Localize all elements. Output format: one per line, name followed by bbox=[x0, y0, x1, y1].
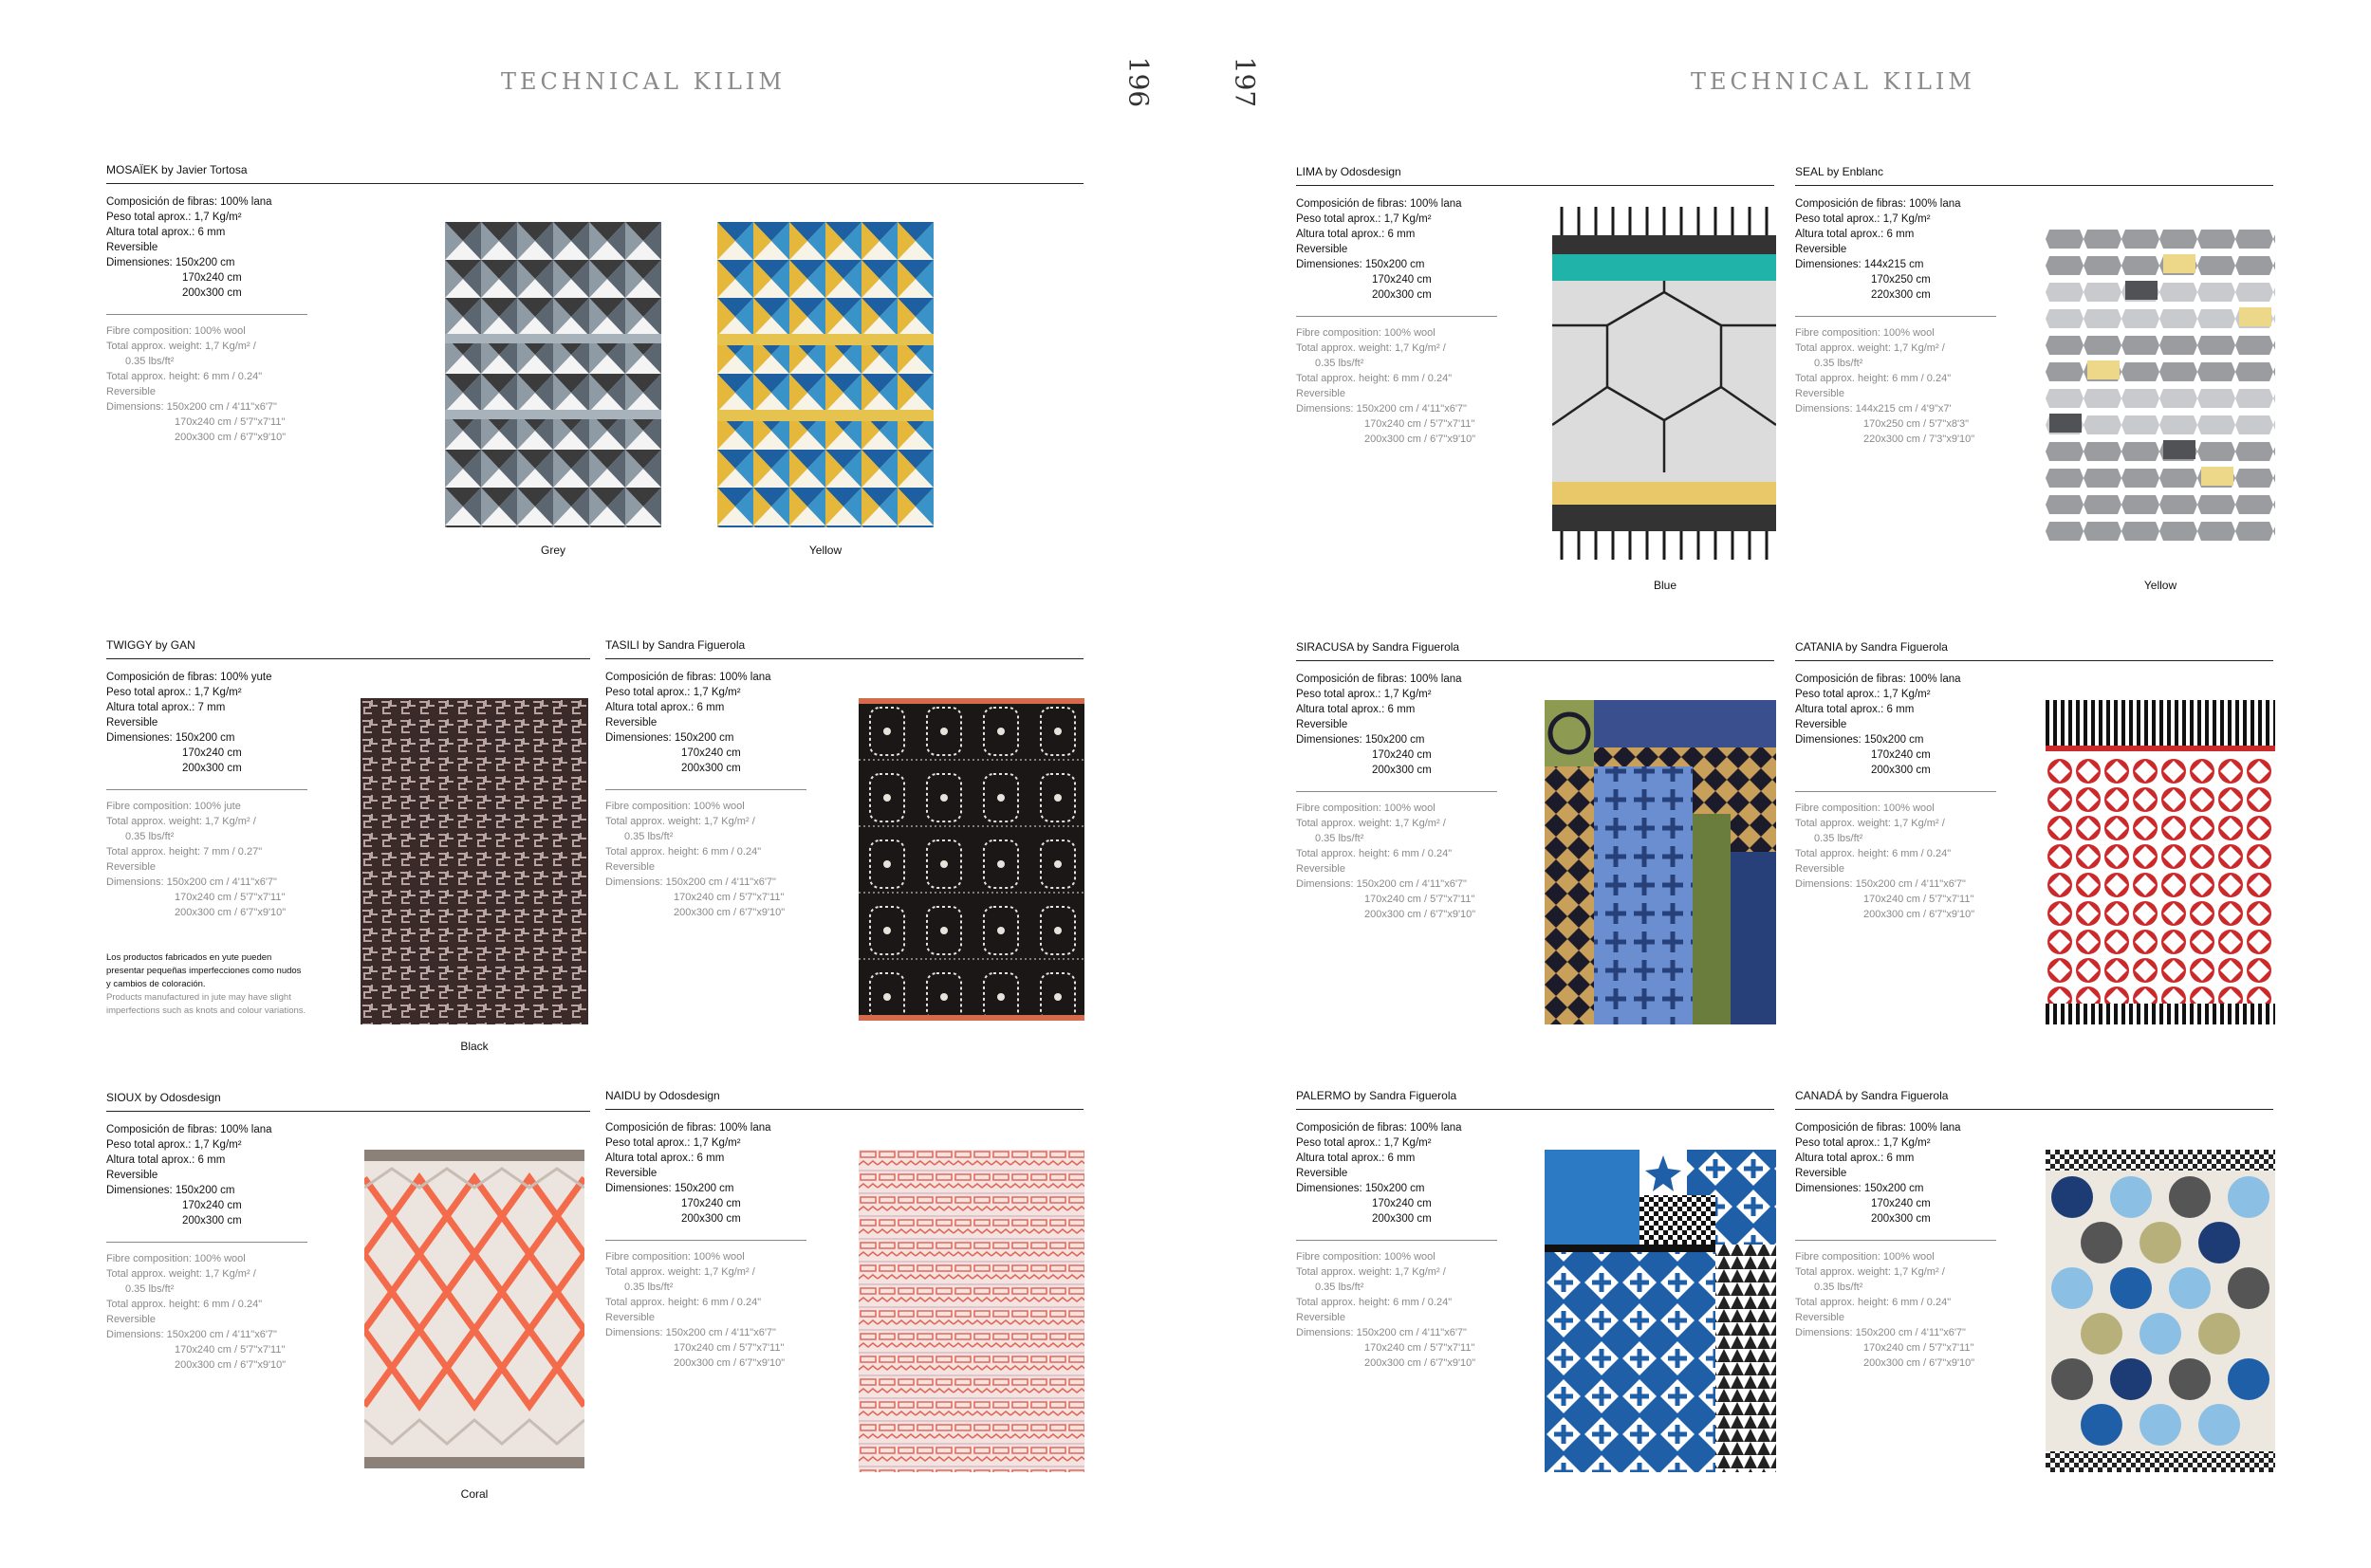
spec-fibre-en: Fibre composition: 100% wool bbox=[1296, 802, 1436, 814]
spec-fibre-es: Composición de fibras: 100% lana bbox=[1296, 673, 1462, 685]
spec-reversible-es: Reversible bbox=[1795, 1168, 1847, 1179]
product-title: TASILI by Sandra Figuerola bbox=[605, 638, 1084, 659]
spec-dimensions-es: 170x240 cm bbox=[1372, 1198, 1432, 1209]
spec-height-en: Total approx. height: 7 mm / 0.27" bbox=[106, 846, 263, 858]
spec-fibre-es: Composición de fibras: 100% lana bbox=[106, 196, 272, 208]
spec-weight-en: 0.35 lbs/ft² bbox=[1814, 358, 1863, 369]
spec-spanish bbox=[1795, 196, 2013, 303]
spec-height-en: Total approx. height: 6 mm / 0.24" bbox=[605, 1297, 762, 1308]
page-number-right: 197 bbox=[1229, 56, 1261, 108]
rug-seal-yellow bbox=[2046, 226, 2275, 544]
spec-dimensions-en: 170x250 cm / 5'7"x8'3" bbox=[1863, 418, 1970, 430]
spec-fibre-en: Fibre composition: 100% wool bbox=[1795, 1251, 1935, 1263]
rug-siracusa bbox=[1545, 700, 1776, 1024]
page-header-right: TECHNICAL KILIM bbox=[1691, 68, 1975, 95]
spec-height-en: Total approx. height: 6 mm / 0.24" bbox=[1296, 848, 1453, 859]
spec-height-es: Altura total aprox.: 6 mm bbox=[605, 1153, 725, 1164]
spec-dimensions-en: 200x300 cm / 6'7"x9'10" bbox=[175, 432, 287, 443]
spec-weight-en: Total approx. weight: 1,7 Kg/m² / bbox=[1296, 1266, 1446, 1278]
spec-weight-en: Total approx. weight: 1,7 Kg/m² / bbox=[605, 1266, 755, 1278]
product-title: CANADÁ by Sandra Figuerola bbox=[1795, 1089, 2273, 1110]
product-title: TWIGGY by GAN bbox=[106, 638, 590, 659]
spec-weight-en: 0.35 lbs/ft² bbox=[1814, 1282, 1863, 1293]
spec-english bbox=[106, 314, 307, 445]
spec-weight-es: Peso total aprox.: 1,7 Kg/m² bbox=[1795, 689, 1931, 700]
caption-mosaiek-yellow: Yellow bbox=[808, 544, 843, 557]
spec-height-en: Total approx. height: 6 mm / 0.24" bbox=[1795, 1297, 1952, 1308]
spec-weight-es: Peso total aprox.: 1,7 Kg/m² bbox=[1795, 1137, 1931, 1149]
spec-height-es: Altura total aprox.: 6 mm bbox=[1296, 704, 1416, 715]
spec-weight-en: 0.35 lbs/ft² bbox=[125, 356, 175, 367]
spec-dimensions-en: 200x300 cm / 6'7"x9'10" bbox=[674, 1357, 786, 1369]
spec-weight-en: 0.35 lbs/ft² bbox=[624, 1282, 674, 1293]
spec-dimensions-en: 170x240 cm / 5'7"x7'11" bbox=[175, 892, 286, 903]
spec-spanish bbox=[106, 1122, 324, 1228]
spec-reversible-en: Reversible bbox=[1795, 863, 1844, 875]
spec-dimensions-en: 220x300 cm / 7'3"x9'10" bbox=[1863, 434, 1975, 445]
spec-dimensions-en: 200x300 cm / 6'7"x9'10" bbox=[175, 907, 287, 918]
spec-dimensions-en: 170x240 cm / 5'7"x7'11" bbox=[674, 892, 785, 903]
spec-english bbox=[605, 1240, 806, 1371]
spec-height-en: Total approx. height: 6 mm / 0.24" bbox=[1296, 373, 1453, 384]
spec-dimensions-es: 170x240 cm bbox=[1372, 749, 1432, 761]
spec-dimensions-es: Dimensiones: 150x200 cm bbox=[605, 1183, 734, 1194]
spec-dimensions-es: Dimensiones: 150x200 cm bbox=[1296, 1183, 1425, 1194]
spec-weight-en: Total approx. weight: 1,7 Kg/m² / bbox=[1795, 1266, 1945, 1278]
rug-palermo bbox=[1545, 1150, 1776, 1472]
spec-dimensions-es: 170x240 cm bbox=[681, 1198, 741, 1209]
caption-sioux-coral: Coral bbox=[460, 1487, 489, 1501]
spec-reversible-en: Reversible bbox=[1296, 1312, 1345, 1323]
spec-height-es: Altura total aprox.: 6 mm bbox=[1296, 1153, 1416, 1164]
page-number-left: 196 bbox=[1122, 56, 1155, 108]
spec-reversible-en: Reversible bbox=[1795, 388, 1844, 399]
spec-english bbox=[106, 789, 307, 920]
spec-dimensions-en: 170x240 cm / 5'7"x7'11" bbox=[1863, 1342, 1974, 1354]
spec-dimensions-es: 170x240 cm bbox=[182, 272, 242, 284]
spec-dimensions-en: 170x240 cm / 5'7"x7'11" bbox=[1364, 418, 1475, 430]
spec-dimensions-en: Dimensions: 150x200 cm / 4'11"x6'7" bbox=[106, 401, 277, 413]
spec-spanish bbox=[605, 670, 824, 776]
spec-dimensions-es: 200x300 cm bbox=[182, 1215, 242, 1227]
spec-weight-en: Total approx. weight: 1,7 Kg/m² / bbox=[1795, 342, 1945, 354]
spec-dimensions-en: Dimensions: 150x200 cm / 4'11"x6'7" bbox=[605, 876, 776, 888]
spec-height-en: Total approx. height: 6 mm / 0.24" bbox=[1296, 1297, 1453, 1308]
spec-dimensions-en: 200x300 cm / 6'7"x9'10" bbox=[674, 907, 786, 918]
spec-dimensions-en: Dimensions: 150x200 cm / 4'11"x6'7" bbox=[1296, 403, 1467, 415]
product-title: LIMA by Odosdesign bbox=[1296, 165, 1774, 186]
spec-fibre-en: Fibre composition: 100% wool bbox=[1795, 327, 1935, 339]
spec-dimensions-es: Dimensiones: 150x200 cm bbox=[1296, 259, 1425, 270]
product-title: NAIDU by Odosdesign bbox=[605, 1089, 1084, 1110]
spec-fibre-es: Composición de fibras: 100% lana bbox=[1795, 673, 1961, 685]
spec-fibre-es: Composición de fibras: 100% lana bbox=[605, 672, 771, 683]
spec-spanish bbox=[1296, 1120, 1514, 1227]
spec-dimensions-en: 170x240 cm / 5'7"x7'11" bbox=[1364, 894, 1475, 905]
spec-fibre-en: Fibre composition: 100% wool bbox=[605, 1251, 745, 1263]
rug-tasili bbox=[859, 698, 1084, 1021]
spec-weight-es: Peso total aprox.: 1,7 Kg/m² bbox=[1296, 1137, 1432, 1149]
spec-weight-en: Total approx. weight: 1,7 Kg/m² / bbox=[106, 341, 256, 352]
spec-weight-es: Peso total aprox.: 1,7 Kg/m² bbox=[1296, 213, 1432, 225]
spec-reversible-en: Reversible bbox=[1296, 388, 1345, 399]
spec-dimensions-en: Dimensions: 150x200 cm / 4'11"x6'7" bbox=[1296, 1327, 1467, 1338]
product-title: CATANIA by Sandra Figuerola bbox=[1795, 640, 2273, 661]
spec-weight-es: Peso total aprox.: 1,7 Kg/m² bbox=[1296, 689, 1432, 700]
spec-weight-en: 0.35 lbs/ft² bbox=[125, 831, 175, 842]
spec-reversible-es: Reversible bbox=[1795, 719, 1847, 730]
spec-dimensions-es: 200x300 cm bbox=[1372, 765, 1432, 776]
spec-dimensions-en: Dimensions: 144x215 cm / 4'9"x7' bbox=[1795, 403, 1952, 415]
rug-mosaiek-yellow bbox=[717, 222, 934, 527]
spec-dimensions-en: 200x300 cm / 6'7"x9'10" bbox=[1364, 434, 1476, 445]
caption-mosaiek-grey: Grey bbox=[540, 544, 565, 557]
spec-reversible-en: Reversible bbox=[1296, 863, 1345, 875]
spec-dimensions-es: 200x300 cm bbox=[1372, 1213, 1432, 1225]
spec-english bbox=[1296, 791, 1497, 922]
rug-naidu bbox=[859, 1150, 1084, 1472]
spec-reversible-en: Reversible bbox=[605, 861, 655, 873]
spec-weight-en: Total approx. weight: 1,7 Kg/m² / bbox=[1795, 818, 1945, 829]
spec-dimensions-en: 170x240 cm / 5'7"x7'11" bbox=[1863, 894, 1974, 905]
product-title: PALERMO by Sandra Figuerola bbox=[1296, 1089, 1774, 1110]
spec-fibre-es: Composición de fibras: 100% lana bbox=[1296, 1122, 1462, 1134]
rug-mosaiek-grey bbox=[445, 222, 661, 527]
spec-dimensions-es: Dimensiones: 150x200 cm bbox=[106, 257, 235, 268]
spec-dimensions-en: 200x300 cm / 6'7"x9'10" bbox=[1863, 909, 1975, 920]
spec-reversible-es: Reversible bbox=[1296, 719, 1348, 730]
spec-height-es: Altura total aprox.: 6 mm bbox=[1795, 1153, 1915, 1164]
spec-height-es: Altura total aprox.: 6 mm bbox=[106, 1154, 226, 1166]
spec-fibre-en: Fibre composition: 100% wool bbox=[1296, 1251, 1436, 1263]
spec-height-en: Total approx. height: 6 mm / 0.24" bbox=[106, 371, 263, 382]
rug-sioux-coral bbox=[364, 1150, 584, 1468]
spec-fibre-en: Fibre composition: 100% wool bbox=[1296, 327, 1436, 339]
spec-dimensions-es: 170x240 cm bbox=[182, 747, 242, 759]
spec-english bbox=[605, 789, 806, 920]
spec-reversible-en: Reversible bbox=[106, 861, 156, 873]
spec-fibre-es: Composición de fibras: 100% yute bbox=[106, 672, 272, 683]
spec-weight-es: Peso total aprox.: 1,7 Kg/m² bbox=[605, 687, 741, 698]
spec-weight-en: Total approx. weight: 1,7 Kg/m² / bbox=[1296, 342, 1446, 354]
spec-dimensions-en: 170x240 cm / 5'7"x7'11" bbox=[175, 416, 286, 428]
spec-spanish bbox=[106, 670, 324, 776]
spec-height-en: Total approx. height: 6 mm / 0.24" bbox=[1795, 848, 1952, 859]
spec-dimensions-en: 200x300 cm / 6'7"x9'10" bbox=[175, 1359, 287, 1371]
spec-weight-en: 0.35 lbs/ft² bbox=[1315, 1282, 1364, 1293]
spec-reversible-en: Reversible bbox=[605, 1312, 655, 1323]
spec-fibre-en: Fibre composition: 100% wool bbox=[106, 1253, 246, 1264]
spec-dimensions-es: 170x240 cm bbox=[1871, 1198, 1931, 1209]
spec-height-es: Altura total aprox.: 7 mm bbox=[106, 702, 226, 713]
spec-reversible-es: Reversible bbox=[1296, 244, 1348, 255]
spec-dimensions-es: 200x300 cm bbox=[681, 763, 741, 774]
spec-reversible-es: Reversible bbox=[605, 1168, 658, 1179]
jute-note-es: Los productos fabricados en yute pueden presentar pequeñas imperfecciones como nudos y cambios de coloración. bbox=[106, 952, 302, 989]
spec-spanish bbox=[106, 194, 324, 301]
spec-dimensions-es: 170x240 cm bbox=[182, 1200, 242, 1211]
spec-reversible-es: Reversible bbox=[605, 717, 658, 729]
spec-dimensions-en: 200x300 cm / 6'7"x9'10" bbox=[1364, 909, 1476, 920]
product-title: MOSAÏEK by Javier Tortosa bbox=[106, 163, 1084, 184]
spec-dimensions-en: 170x240 cm / 5'7"x7'11" bbox=[175, 1344, 286, 1356]
spec-dimensions-en: Dimensions: 150x200 cm / 4'11"x6'7" bbox=[1296, 878, 1467, 890]
spec-reversible-es: Reversible bbox=[1296, 1168, 1348, 1179]
spec-weight-es: Peso total aprox.: 1,7 Kg/m² bbox=[1795, 213, 1931, 225]
spec-fibre-en: Fibre composition: 100% wool bbox=[605, 801, 745, 812]
product-title: SIOUX by Odosdesign bbox=[106, 1091, 590, 1112]
spec-english bbox=[1795, 316, 1996, 447]
spec-reversible-en: Reversible bbox=[1795, 1312, 1844, 1323]
spec-english bbox=[1795, 1240, 1996, 1371]
spec-dimensions-es: Dimensiones: 150x200 cm bbox=[1795, 734, 1924, 746]
rug-twiggy-black bbox=[361, 698, 588, 1024]
spec-dimensions-es: Dimensiones: 144x215 cm bbox=[1795, 259, 1924, 270]
spec-dimensions-en: Dimensions: 150x200 cm / 4'11"x6'7" bbox=[106, 1329, 277, 1340]
spec-spanish bbox=[1296, 672, 1514, 778]
spec-spanish bbox=[1296, 196, 1514, 303]
spec-dimensions-en: Dimensions: 150x200 cm / 4'11"x6'7" bbox=[106, 876, 277, 888]
spec-reversible-en: Reversible bbox=[106, 386, 156, 397]
spec-fibre-es: Composición de fibras: 100% lana bbox=[1296, 198, 1462, 210]
spec-dimensions-en: 200x300 cm / 6'7"x9'10" bbox=[1364, 1357, 1476, 1369]
spec-dimensions-es: Dimensiones: 150x200 cm bbox=[106, 732, 235, 744]
spec-weight-en: Total approx. weight: 1,7 Kg/m² / bbox=[1296, 818, 1446, 829]
caption-twiggy-black: Black bbox=[460, 1040, 489, 1053]
spec-dimensions-es: 200x300 cm bbox=[1871, 1213, 1931, 1225]
product-title: SIRACUSA by Sandra Figuerola bbox=[1296, 640, 1774, 661]
product-title: SEAL by Enblanc bbox=[1795, 165, 2273, 186]
spec-weight-en: 0.35 lbs/ft² bbox=[125, 1283, 175, 1295]
rug-lima-blue bbox=[1552, 207, 1776, 560]
spec-dimensions-en: 170x240 cm / 5'7"x7'11" bbox=[1364, 1342, 1475, 1354]
spec-height-es: Altura total aprox.: 6 mm bbox=[605, 702, 725, 713]
spec-reversible-es: Reversible bbox=[106, 1170, 158, 1181]
caption-lima-blue: Blue bbox=[1653, 579, 1677, 592]
spec-fibre-es: Composición de fibras: 100% lana bbox=[1795, 1122, 1961, 1134]
spec-weight-en: 0.35 lbs/ft² bbox=[1315, 833, 1364, 844]
spec-height-es: Altura total aprox.: 6 mm bbox=[1795, 704, 1915, 715]
spec-height-es: Altura total aprox.: 6 mm bbox=[1296, 229, 1416, 240]
spec-dimensions-es: Dimensiones: 150x200 cm bbox=[106, 1185, 235, 1196]
spec-reversible-en: Reversible bbox=[106, 1314, 156, 1325]
spec-height-en: Total approx. height: 6 mm / 0.24" bbox=[605, 846, 762, 858]
spec-spanish bbox=[1795, 672, 2013, 778]
spec-dimensions-es: 200x300 cm bbox=[681, 1213, 741, 1225]
rug-canada bbox=[2046, 1150, 2275, 1472]
spec-weight-en: Total approx. weight: 1,7 Kg/m² / bbox=[106, 816, 256, 827]
spec-dimensions-es: Dimensiones: 150x200 cm bbox=[1795, 1183, 1924, 1194]
spec-english bbox=[106, 1242, 307, 1373]
spec-height-es: Altura total aprox.: 6 mm bbox=[106, 227, 226, 238]
spec-dimensions-es: 170x240 cm bbox=[1372, 274, 1432, 286]
spec-weight-en: 0.35 lbs/ft² bbox=[1315, 358, 1364, 369]
spec-dimensions-en: Dimensions: 150x200 cm / 4'11"x6'7" bbox=[1795, 878, 1966, 890]
spec-dimensions-en: 200x300 cm / 6'7"x9'10" bbox=[1863, 1357, 1975, 1369]
spec-reversible-es: Reversible bbox=[1795, 244, 1847, 255]
spec-reversible-es: Reversible bbox=[106, 242, 158, 253]
spec-weight-es: Peso total aprox.: 1,7 Kg/m² bbox=[106, 1139, 242, 1151]
spec-fibre-en: Fibre composition: 100% wool bbox=[1795, 802, 1935, 814]
spec-fibre-es: Composición de fibras: 100% lana bbox=[605, 1122, 771, 1134]
spec-dimensions-es: 170x240 cm bbox=[681, 747, 741, 759]
spec-weight-en: 0.35 lbs/ft² bbox=[1814, 833, 1863, 844]
spec-english bbox=[1795, 791, 1996, 922]
caption-seal-yellow: Yellow bbox=[2143, 579, 2177, 592]
page-header-left: TECHNICAL KILIM bbox=[501, 68, 786, 95]
spec-english bbox=[1296, 1240, 1497, 1371]
spec-height-en: Total approx. height: 6 mm / 0.24" bbox=[106, 1299, 263, 1310]
spec-weight-es: Peso total aprox.: 1,7 Kg/m² bbox=[106, 212, 242, 223]
spec-height-es: Altura total aprox.: 6 mm bbox=[1795, 229, 1915, 240]
spec-fibre-es: Composición de fibras: 100% lana bbox=[1795, 198, 1961, 210]
spec-weight-en: 0.35 lbs/ft² bbox=[624, 831, 674, 842]
spec-dimensions-es: 200x300 cm bbox=[182, 287, 242, 299]
spec-spanish bbox=[1795, 1120, 2013, 1227]
jute-note-en: Products manufactured in jute may have slight imperfections such as knots and colour variations. bbox=[106, 992, 306, 1016]
spec-dimensions-es: 170x240 cm bbox=[1871, 749, 1931, 761]
spec-height-en: Total approx. height: 6 mm / 0.24" bbox=[1795, 373, 1952, 384]
spec-dimensions-en: 170x240 cm / 5'7"x7'11" bbox=[674, 1342, 785, 1354]
spec-fibre-es: Composición de fibras: 100% lana bbox=[106, 1124, 272, 1135]
spec-dimensions-es: 220x300 cm bbox=[1871, 289, 1931, 301]
spec-weight-en: Total approx. weight: 1,7 Kg/m² / bbox=[605, 816, 755, 827]
spec-fibre-en: Fibre composition: 100% jute bbox=[106, 801, 241, 812]
spec-english bbox=[1296, 316, 1497, 447]
jute-note bbox=[106, 951, 307, 1018]
spec-dimensions-en: Dimensions: 150x200 cm / 4'11"x6'7" bbox=[1795, 1327, 1966, 1338]
spec-dimensions-es: Dimensiones: 150x200 cm bbox=[605, 732, 734, 744]
spec-weight-en: Total approx. weight: 1,7 Kg/m² / bbox=[106, 1268, 256, 1280]
spec-dimensions-es: Dimensiones: 150x200 cm bbox=[1296, 734, 1425, 746]
spec-fibre-en: Fibre composition: 100% wool bbox=[106, 325, 246, 337]
rug-catania bbox=[2046, 700, 2275, 1024]
spec-weight-es: Peso total aprox.: 1,7 Kg/m² bbox=[106, 687, 242, 698]
spec-reversible-es: Reversible bbox=[106, 717, 158, 729]
spec-dimensions-es: 200x300 cm bbox=[1871, 765, 1931, 776]
spec-weight-es: Peso total aprox.: 1,7 Kg/m² bbox=[605, 1137, 741, 1149]
spec-spanish bbox=[605, 1120, 824, 1227]
spec-dimensions-es: 200x300 cm bbox=[1372, 289, 1432, 301]
spec-dimensions-es: 170x250 cm bbox=[1871, 274, 1931, 286]
spec-dimensions-en: Dimensions: 150x200 cm / 4'11"x6'7" bbox=[605, 1327, 776, 1338]
spec-dimensions-es: 200x300 cm bbox=[182, 763, 242, 774]
